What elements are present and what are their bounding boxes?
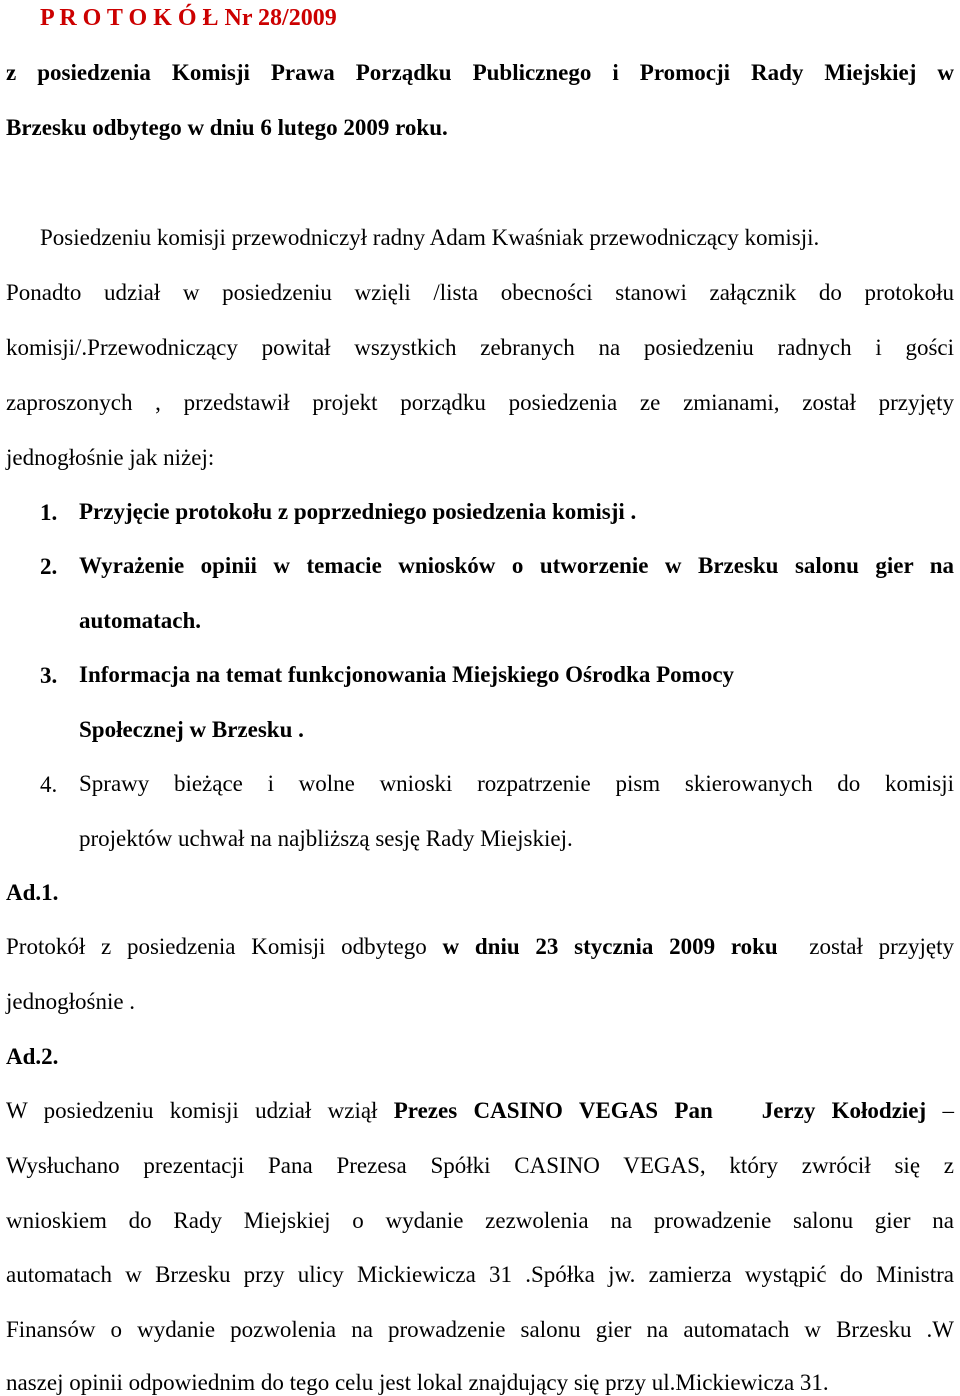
- intro-line-2: Ponadto udział w posiedzeniu wzięli /lista obecności stanowi załącznik do protokołu: [6, 280, 954, 305]
- ad1-text-a: Protokół z posiedzenia Komisji odbytego: [6, 934, 443, 959]
- agenda-item-3-cont: Społecznej w Brzesku .: [79, 717, 304, 742]
- agenda-number: 2.: [40, 554, 58, 579]
- ad1-heading: Ad.1.: [6, 880, 59, 905]
- ad2-line-3: wnioskiem do Rady Miejskiej o wydanie zezwolenia na prowadzenie salonu gier na: [6, 1208, 954, 1233]
- agenda-item-2: Wyrażenie opinii w temacie wniosków o utworzenie w Brzesku salonu gier na: [79, 553, 954, 578]
- ad2-line-1: [6, 1099, 954, 1122]
- intro-line-5: jednogłośnie jak niżej:: [6, 445, 215, 470]
- intro-line-1: Posiedzeniu komisji przewodniczył radny Adam Kwaśniak przewodniczący komisji.: [40, 225, 820, 250]
- agenda-item-2-cont: automatach.: [79, 608, 202, 633]
- ad2-line-5: Finansów o wydanie pozwolenia na prowadzenie salonu gier na automatach w Brzesku .W: [6, 1317, 954, 1342]
- agenda-item-1: Przyjęcie protokołu z poprzedniego posiedzenia komisji .: [79, 499, 637, 524]
- ad2-line-2: Wysłuchano prezentacji Pana Prezesa Spółki CASINO VEGAS, który zwrócił się z: [6, 1153, 954, 1178]
- ad2-guest: Prezes CASINO VEGAS Pan Jerzy Kołodziej: [393, 1098, 927, 1123]
- document-subtitle-line1: z posiedzenia Komisji Prawa Porządku Publicznego i Promocji Rady Miejskiej w: [6, 60, 954, 85]
- ad2-text-a: W posiedzeniu komisji udział wziął: [6, 1098, 394, 1123]
- agenda-number: 4.: [40, 772, 58, 797]
- agenda-number: 3.: [40, 663, 58, 688]
- agenda-item-4: Sprawy bieżące i wolne wnioski rozpatrzenie pism skierowanych do komisji: [79, 771, 954, 796]
- document-title: P R O T O K Ó Ł Nr 28/2009: [40, 5, 337, 31]
- document-subtitle-line2: Brzesku odbytego w dniu 6 lutego 2009 roku.: [6, 115, 448, 140]
- ad2-text-c: –: [926, 1098, 955, 1123]
- intro-line-4: zaproszonych , przedstawił projekt porządku posiedzenia ze zmianami, został przyjęty: [6, 390, 954, 415]
- ad2-line-4: automatach w Brzesku przy ulicy Mickiewicza 31 .Spółka jw. zamierza wystąpić do Ministra: [6, 1262, 954, 1287]
- ad1-line-1: [6, 935, 954, 958]
- agenda-item-4-cont: projektów uchwał na najbliższą sesję Rady Miejskiej.: [79, 826, 573, 851]
- ad2-line-6: naszej opinii odpowiednim do tego celu jest lokal znajdujący się przy ul.Mickiewicza 31.: [6, 1370, 829, 1395]
- ad1-date: w dniu 23 stycznia 2009 roku: [442, 934, 778, 959]
- agenda-item-3: Informacja na temat funkcjonowania Miejskiego Ośrodka Pomocy: [79, 662, 735, 687]
- ad1-text-c: został przyjęty: [777, 934, 954, 959]
- ad2-heading: Ad.2.: [6, 1044, 59, 1069]
- agenda-number: 1.: [40, 500, 58, 525]
- intro-line-3: komisji/.Przewodniczący powitał wszystkich zebranych na posiedzeniu radnych i gości: [6, 335, 954, 360]
- ad1-line-2: jednogłośnie .: [6, 989, 136, 1014]
